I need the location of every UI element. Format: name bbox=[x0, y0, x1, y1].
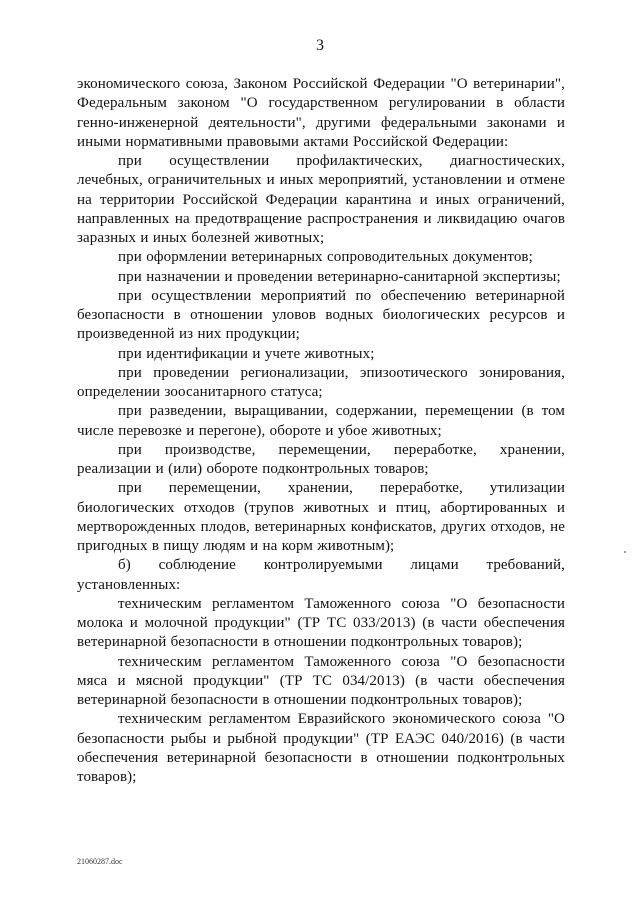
paragraph: при перемещении, хранении, переработке, утилизации биологических отходов (трупов животных и птиц, абортированных и мертворожденных плодов, ветеринарных конфискатов, других отходов, не пригодных в пищу людям и на корм животным); bbox=[77, 480, 565, 554]
document-body bbox=[77, 75, 565, 787]
paragraph: при разведении, выращивании, содержании, перемещении (в том числе перевозке и перегоне), обороте и убое животных; bbox=[77, 403, 565, 439]
paragraph: техническим регламентом Таможенного союза "О безопасности молока и молочной продукции" (ТР ТС 033/2013) (в части обеспечения ветеринарной безопасности в отношении подконтрольных товаров); bbox=[77, 595, 565, 651]
paragraph: при назначении и проведении ветеринарно-санитарной экспертизы; bbox=[118, 268, 561, 285]
page-number: 3 bbox=[316, 37, 324, 54]
paragraph: при осуществлении мероприятий по обеспечению ветеринарной безопасности в отношении уловов водных биологических ресурсов и произведенной из них продукции; bbox=[77, 287, 565, 343]
paragraph: при осуществлении профилактических, диагностических, лечебных, ограничительных и иных мероприятий, установлении и отмене на территории Российской Федерации карантина и иных ограничений, направленных на предотвращение распространения и ликвидацию очагов заразных и иных болезней животных; bbox=[77, 153, 565, 246]
paragraph: б) соблюдение контролируемыми лицами требований, установленных: bbox=[77, 557, 565, 593]
paragraph: при производстве, перемещении, переработке, хранении, реализации и (или) обороте подконтрольных товаров; bbox=[77, 441, 565, 477]
paragraph: при идентификации и учете животных; bbox=[118, 345, 375, 362]
paragraph: техническим регламентом Таможенного союза "О безопасности мяса и мясной продукции" (ТР ТС 034/2013) (в части обеспечения ветеринарной безопасности в отношении подконтрольных товаров); bbox=[77, 653, 565, 708]
paragraph: при проведении регионализации, эпизоотического зонирования, определении зоосанитарного статуса; bbox=[77, 364, 565, 400]
footer-filename: 21060287.doc bbox=[77, 857, 123, 866]
margin-mark bbox=[624, 551, 626, 553]
paragraph: экономического союза, Законом Российской Федерации "О ветеринарии", Федеральным законом "О государственном регулировании в области генно-инженерной деятельности", другими федеральными законами и иными нормативными правовыми актами Российской Федерации: bbox=[77, 76, 565, 150]
paragraph: техническим регламентом Евразийского экономического союза "О безопасности рыбы и рыбной продукции" (ТР ЕАЭС 040/2016) (в части обеспечения ветеринарной безопасности в отношении подконтрольных товаров); bbox=[77, 711, 565, 785]
paragraph: при оформлении ветеринарных сопроводительных документов; bbox=[118, 249, 533, 266]
